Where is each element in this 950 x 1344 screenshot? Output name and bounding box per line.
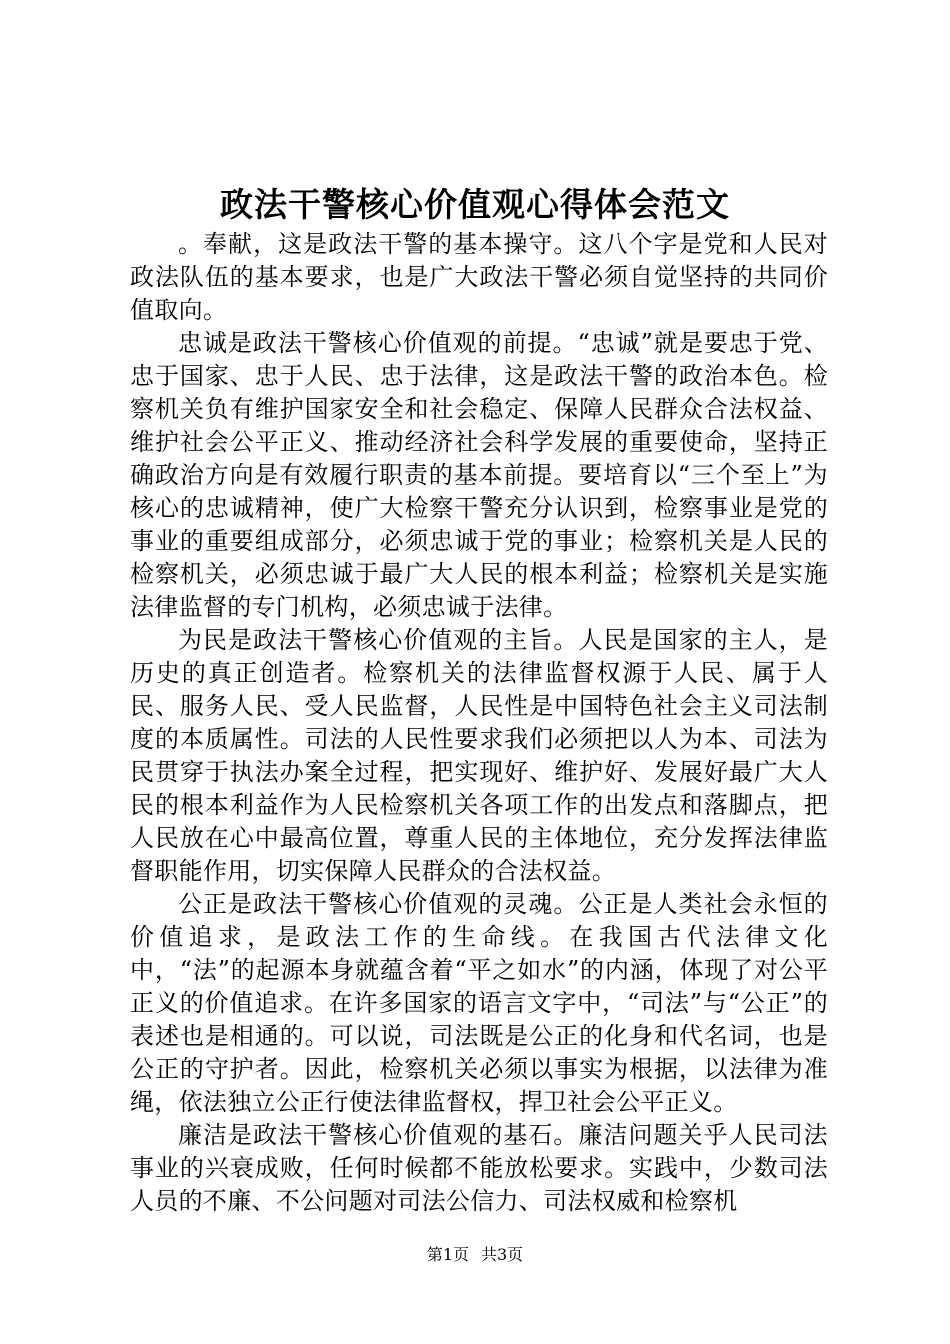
page-total: 共3页 xyxy=(481,1245,524,1264)
paragraph: 忠诚是政法干警核心价值观的前提。“忠诚”就是要忠于党、忠于国家、忠于人民、忠于法律，这是政法干警的政治本色。检察机关负有维护国家安全和社会稳定、保障人民群众合法权益、维护社会公平正义、推动经济社会科学发展的重要使命，坚持正确政治方向是有效履行职责的基本前提。要培育以“三个至上”为核心的忠诚精神，使广大检察干警充分认识到，检察事业是党的事业的重要组成部分，必须忠诚于党的事业；检察机关是人民的检察机关，必须忠诚于最广大人民的根本利益；检察机关是实施法律监督的专门机构，必须忠诚于法律。 xyxy=(130,329,828,621)
page-footer xyxy=(0,1245,950,1265)
page-number: 第1页 xyxy=(426,1245,469,1264)
document-body xyxy=(130,228,828,1218)
document-title: 政法干警核心价值观心得体会范文 xyxy=(220,185,730,224)
paragraph: 。奉献，这是政法干警的基本操守。这八个字是党和人民对政法队伍的基本要求，也是广大政法干警必须自觉坚持的共同价值取向。 xyxy=(130,230,828,324)
paragraph: 廉洁是政法干警核心价值观的基石。廉洁问题关乎人民司法事业的兴衰成败，任何时候都不能放松要求。实践中，少数司法人员的不廉、不公问题对司法公信力、司法权威和检察机 xyxy=(130,1121,828,1215)
paragraph: 为民是政法干警核心价值观的主旨。人民是国家的主人，是历史的真正创造者。检察机关的法律监督权源于人民、属于人民、服务人民、受人民监督，人民性是中国特色社会主义司法制度的本质属性。司法的人民性要求我们必须把以人为本、司法为民贯穿于执法办案全过程，把实现好、维护好、发展好最广大人民的根本利益作为人民检察机关各项工作的出发点和落脚点，把人民放在心中最高位置，尊重人民的主体地位，充分发挥法律监督职能作用，切实保障人民群众的合法权益。 xyxy=(130,626,828,885)
paragraph: 公正是政法干警核心价值观的灵魂。公正是人类社会永恒的价值追求，是政法工作的生命线。在我国古代法律文化中，“法”的起源本身就蕴含着“平之如水”的内涵，体现了对公平正义的价值追求。在许多国家的语言文字中，“司法”与“公正”的表述也是相通的。可以说，司法既是公正的化身和代名词，也是公正的守护者。因此，检察机关必须以事实为根据，以法律为准绳，依法独立公正行使法律监督权，捍卫社会公平正义。 xyxy=(130,890,828,1116)
